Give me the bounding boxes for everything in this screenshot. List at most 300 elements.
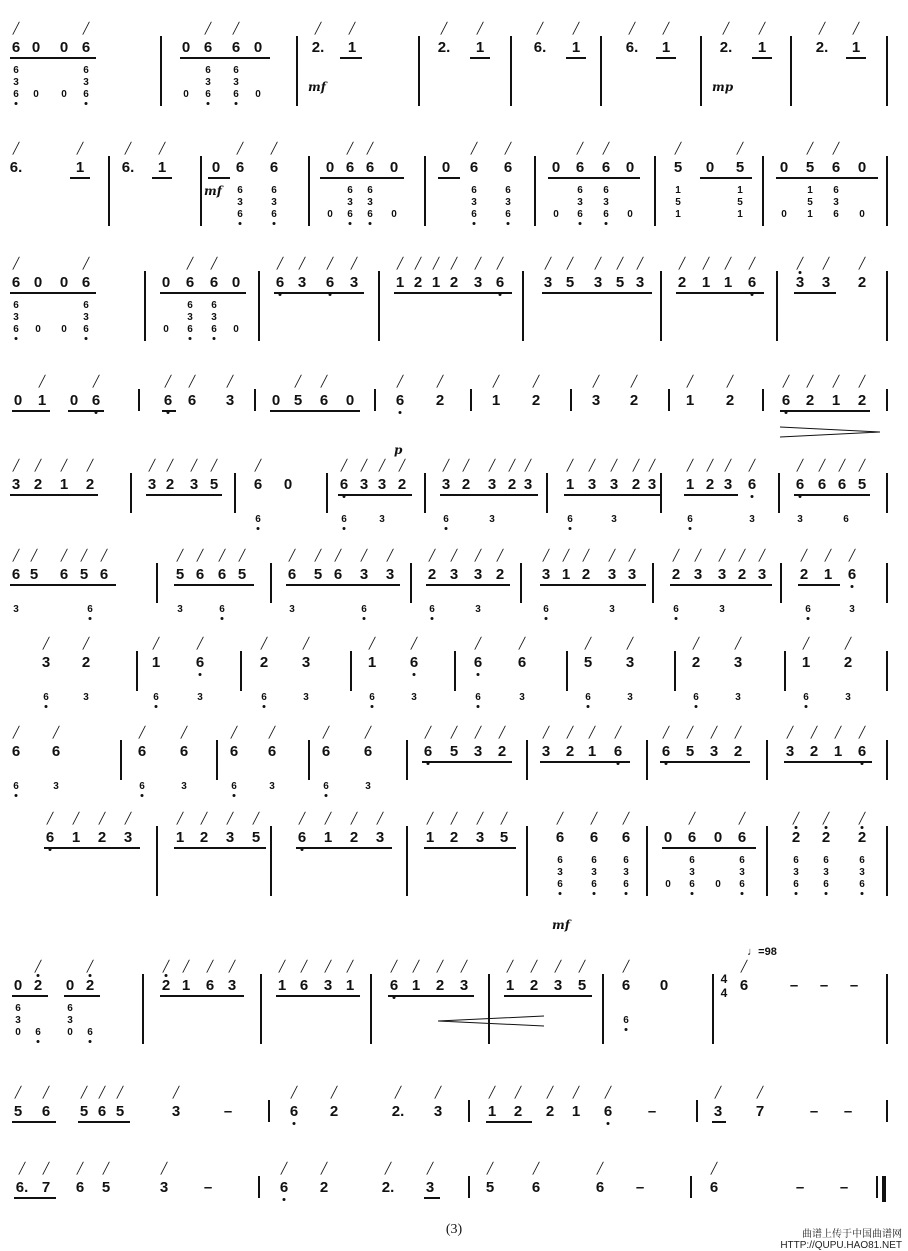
melody-note: 1 bbox=[277, 977, 287, 994]
accompaniment-note: 3 bbox=[793, 867, 799, 878]
bowing-mark: ╱ bbox=[52, 727, 60, 739]
accompaniment-note: 3 bbox=[237, 197, 243, 208]
melody-note: 3 bbox=[821, 274, 831, 291]
melody-note: 3 bbox=[709, 743, 719, 760]
accompaniment-note: 6 bbox=[505, 209, 511, 220]
beam-line bbox=[160, 292, 246, 294]
barline bbox=[108, 156, 110, 226]
accompaniment-note: 3 bbox=[505, 197, 511, 208]
beam-line bbox=[712, 1121, 726, 1123]
accompaniment-note: 6 bbox=[673, 604, 679, 615]
octave-dot-below bbox=[141, 794, 144, 797]
bowing-mark: ╱ bbox=[786, 727, 794, 739]
bowing-mark: ╱ bbox=[806, 143, 814, 155]
melody-note: – bbox=[203, 1179, 213, 1196]
bowing-mark: ╱ bbox=[298, 813, 306, 825]
octave-dot-below bbox=[85, 102, 88, 105]
bowing-mark: ╱ bbox=[206, 961, 214, 973]
barline bbox=[510, 36, 512, 106]
barline bbox=[886, 651, 888, 691]
beam-line bbox=[12, 410, 50, 412]
bowing-mark: ╱ bbox=[714, 1087, 722, 1099]
melody-note: 2 bbox=[545, 1103, 555, 1120]
bowing-mark: ╱ bbox=[260, 638, 268, 650]
melody-note: 0 bbox=[253, 39, 263, 56]
melody-note: 6 bbox=[687, 829, 697, 846]
melody-note: 7 bbox=[755, 1103, 765, 1120]
bowing-mark: ╱ bbox=[832, 143, 840, 155]
bowing-mark: ╱ bbox=[542, 550, 550, 562]
bowing-mark: ╱ bbox=[166, 460, 174, 472]
bowing-mark: ╱ bbox=[18, 1163, 26, 1175]
octave-dot-above bbox=[861, 826, 864, 829]
melody-note: 6 bbox=[837, 476, 847, 493]
barline bbox=[886, 563, 888, 603]
bowing-mark: ╱ bbox=[86, 460, 94, 472]
melody-note: 6 bbox=[235, 159, 245, 176]
bowing-mark: ╱ bbox=[314, 23, 322, 35]
beam-line bbox=[388, 995, 474, 997]
melody-note: – bbox=[809, 1103, 819, 1120]
beam-line bbox=[146, 494, 222, 496]
bowing-mark: ╱ bbox=[186, 258, 194, 270]
bowing-mark: ╱ bbox=[98, 813, 106, 825]
melody-note: 6 bbox=[847, 566, 857, 583]
bowing-mark: ╱ bbox=[608, 550, 616, 562]
bowing-mark: ╱ bbox=[330, 1087, 338, 1099]
accompaniment-note: 6 bbox=[153, 692, 159, 703]
accompaniment-note: 6 bbox=[237, 209, 243, 220]
melody-note: 6 bbox=[195, 566, 205, 583]
melody-note: 3 bbox=[377, 476, 387, 493]
bowing-mark: ╱ bbox=[326, 258, 334, 270]
melody-note: 2 bbox=[857, 392, 867, 409]
melody-note: 0 bbox=[625, 159, 635, 176]
octave-dot-below bbox=[413, 673, 416, 676]
bowing-mark: ╱ bbox=[792, 813, 800, 825]
octave-dot-below bbox=[695, 705, 698, 708]
octave-dot-below bbox=[369, 222, 372, 225]
barline bbox=[240, 651, 242, 691]
barline bbox=[410, 563, 412, 603]
octave-dot-below bbox=[675, 617, 678, 620]
octave-dot-below bbox=[593, 892, 596, 895]
bowing-mark: ╱ bbox=[398, 460, 406, 472]
octave-dot-below bbox=[861, 892, 864, 895]
melody-note: 1 bbox=[685, 476, 695, 493]
accompaniment-note: 6 bbox=[361, 604, 367, 615]
barline bbox=[308, 740, 310, 780]
barline bbox=[652, 563, 654, 603]
bowing-mark: ╱ bbox=[796, 258, 804, 270]
melody-note: 1 bbox=[431, 274, 441, 291]
accompaniment-note: 0 bbox=[255, 89, 261, 100]
melody-note: 1 bbox=[701, 274, 711, 291]
beam-line bbox=[174, 584, 254, 586]
melody-note: 0 bbox=[283, 476, 293, 493]
beam-line bbox=[174, 847, 266, 849]
beam-line bbox=[780, 410, 870, 412]
beam-line bbox=[798, 584, 840, 586]
barline bbox=[296, 36, 298, 106]
beam-line bbox=[784, 761, 872, 763]
accompaniment-note: 6 bbox=[139, 781, 145, 792]
melody-note: 0 bbox=[713, 829, 723, 846]
barline bbox=[270, 563, 272, 603]
bowing-mark: ╱ bbox=[124, 813, 132, 825]
barline bbox=[602, 974, 604, 1044]
melody-note: 6 bbox=[661, 743, 671, 760]
melody-note: 1 bbox=[175, 829, 185, 846]
bowing-mark: ╱ bbox=[572, 23, 580, 35]
octave-dot-below bbox=[607, 1122, 610, 1125]
barline bbox=[886, 974, 888, 1044]
melody-note: 1 bbox=[833, 743, 843, 760]
octave-dot-below bbox=[477, 705, 480, 708]
dynamic-marking: mf bbox=[308, 80, 326, 94]
accompaniment-note: 3 bbox=[181, 781, 187, 792]
bowing-mark: ╱ bbox=[268, 727, 276, 739]
bowing-mark: ╱ bbox=[364, 727, 372, 739]
melody-note: 5 bbox=[13, 1103, 23, 1120]
melody-note: 3 bbox=[473, 274, 483, 291]
bowing-mark: ╱ bbox=[350, 258, 358, 270]
accompaniment-note: 3 bbox=[233, 77, 239, 88]
bowing-mark: ╱ bbox=[518, 638, 526, 650]
bowing-mark: ╱ bbox=[818, 460, 826, 472]
melody-note: 2 bbox=[705, 476, 715, 493]
bowing-mark: ╱ bbox=[190, 460, 198, 472]
melody-note: 6 bbox=[11, 39, 21, 56]
melody-note: 6 bbox=[333, 566, 343, 583]
bowing-mark: ╱ bbox=[602, 143, 610, 155]
barline bbox=[488, 974, 490, 1044]
accompaniment-note: 0 bbox=[327, 209, 333, 220]
melody-note: 0 bbox=[659, 977, 669, 994]
melody-note: 3 bbox=[625, 654, 635, 671]
bowing-mark: ╱ bbox=[210, 258, 218, 270]
bowing-mark: ╱ bbox=[858, 813, 866, 825]
octave-dot-below bbox=[741, 892, 744, 895]
melody-note: 6 bbox=[217, 566, 227, 583]
watermark-line-2: HTTP://QUPU.HAO81.NET bbox=[780, 1240, 902, 1251]
accompaniment-note: 6 bbox=[805, 604, 811, 615]
melody-note: 5 bbox=[583, 654, 593, 671]
bowing-mark: ╱ bbox=[474, 258, 482, 270]
accompaniment-note: 3 bbox=[475, 604, 481, 615]
accompaniment-note: 6 bbox=[823, 879, 829, 890]
melody-note: 1 bbox=[475, 39, 485, 56]
melody-note: 6 bbox=[185, 274, 195, 291]
bowing-mark: ╱ bbox=[200, 813, 208, 825]
barline bbox=[254, 389, 256, 411]
bowing-mark: ╱ bbox=[12, 23, 20, 35]
accompaniment-note: 3 bbox=[269, 781, 275, 792]
melody-note: 3 bbox=[441, 476, 451, 493]
melody-note: 6 bbox=[275, 274, 285, 291]
beam-line bbox=[422, 761, 512, 763]
melody-note: 2. bbox=[437, 39, 451, 56]
accompaniment-note: 3 bbox=[623, 867, 629, 878]
melody-note: 2. bbox=[311, 39, 325, 56]
beam-line bbox=[656, 57, 676, 59]
octave-dot-below bbox=[805, 705, 808, 708]
melody-note: 5 bbox=[735, 159, 745, 176]
accompaniment-note: 0 bbox=[67, 1027, 73, 1038]
melody-note: 3 bbox=[543, 274, 553, 291]
accompaniment-note: 3 bbox=[797, 514, 803, 525]
accompaniment-note: 6 bbox=[205, 89, 211, 100]
barline bbox=[258, 1176, 260, 1198]
bowing-mark: ╱ bbox=[546, 1087, 554, 1099]
melody-note: 2 bbox=[81, 654, 91, 671]
accompaniment-note: 6 bbox=[623, 855, 629, 866]
accompaniment-note: 6 bbox=[471, 209, 477, 220]
bowing-mark: ╱ bbox=[228, 961, 236, 973]
bowing-mark: ╱ bbox=[152, 638, 160, 650]
melody-note: 0 bbox=[181, 39, 191, 56]
melody-note: – bbox=[795, 1179, 805, 1196]
melody-note: 6 bbox=[137, 743, 147, 760]
melody-note: 1 bbox=[823, 566, 833, 583]
bowing-mark: ╱ bbox=[366, 143, 374, 155]
melody-note: 5 bbox=[209, 476, 219, 493]
beam-line bbox=[540, 584, 646, 586]
melody-note: 6 bbox=[91, 392, 101, 409]
octave-dot-below bbox=[273, 222, 276, 225]
melody-note: 0 bbox=[13, 977, 23, 994]
dynamic-marking: mf bbox=[204, 184, 222, 198]
bowing-mark: ╱ bbox=[42, 1163, 50, 1175]
barline bbox=[470, 389, 472, 411]
octave-dot-below bbox=[605, 222, 608, 225]
bowing-mark: ╱ bbox=[622, 813, 630, 825]
melody-note: 2 bbox=[629, 392, 639, 409]
melody-note: 3 bbox=[473, 743, 483, 760]
accompaniment-note: 0 bbox=[183, 89, 189, 100]
bowing-mark: ╱ bbox=[796, 460, 804, 472]
bowing-mark: ╱ bbox=[530, 961, 538, 973]
barline bbox=[200, 156, 202, 226]
tempo-marking: ♩=98 bbox=[747, 946, 777, 958]
bowing-mark: ╱ bbox=[622, 961, 630, 973]
melody-note: 6 bbox=[495, 274, 505, 291]
octave-dot-below bbox=[189, 337, 192, 340]
melody-note: 3 bbox=[375, 829, 385, 846]
accompaniment-note: 6 bbox=[843, 514, 849, 525]
bowing-mark: ╱ bbox=[346, 143, 354, 155]
bowing-mark: ╱ bbox=[158, 143, 166, 155]
accompaniment-note: 6 bbox=[35, 1027, 41, 1038]
bowing-mark: ╱ bbox=[610, 460, 618, 472]
melody-note: 2 bbox=[435, 977, 445, 994]
beam-line bbox=[752, 57, 772, 59]
barline bbox=[130, 473, 132, 513]
melody-note: 3 bbox=[475, 829, 485, 846]
octave-dot-below bbox=[399, 411, 402, 414]
accompaniment-note: 3 bbox=[271, 197, 277, 208]
bowing-mark: ╱ bbox=[30, 550, 38, 562]
barline bbox=[646, 826, 648, 896]
melody-note: 6 bbox=[45, 829, 55, 846]
beam-line bbox=[794, 292, 836, 294]
beam-line bbox=[274, 292, 364, 294]
accompaniment-note: 3 bbox=[379, 514, 385, 525]
bowing-mark: ╱ bbox=[706, 460, 714, 472]
bowing-mark: ╱ bbox=[164, 376, 172, 388]
beam-line bbox=[10, 57, 96, 59]
melody-note: – bbox=[839, 1179, 849, 1196]
accompaniment-note: 5 bbox=[675, 197, 681, 208]
bowing-mark: ╱ bbox=[758, 23, 766, 35]
accompaniment-note: 3 bbox=[739, 867, 745, 878]
melody-note: 3 bbox=[227, 977, 237, 994]
barline bbox=[690, 1176, 692, 1198]
bowing-mark: ╱ bbox=[38, 376, 46, 388]
melody-note: 1 bbox=[487, 1103, 497, 1120]
melody-note: 3 bbox=[171, 1103, 181, 1120]
melody-note: 1 bbox=[491, 392, 501, 409]
accompaniment-note: 6 bbox=[43, 692, 49, 703]
bowing-mark: ╱ bbox=[588, 727, 596, 739]
melody-note: 6 bbox=[205, 977, 215, 994]
bowing-mark: ╱ bbox=[710, 727, 718, 739]
bowing-mark: ╱ bbox=[360, 550, 368, 562]
accompaniment-note: 6 bbox=[13, 89, 19, 100]
bowing-mark: ╱ bbox=[230, 727, 238, 739]
bowing-mark: ╱ bbox=[278, 961, 286, 973]
bowing-mark: ╱ bbox=[76, 1163, 84, 1175]
barline bbox=[260, 974, 262, 1044]
melody-note: 6 bbox=[473, 654, 483, 671]
bowing-mark: ╱ bbox=[592, 376, 600, 388]
barline bbox=[766, 740, 768, 780]
bowing-mark: ╱ bbox=[34, 961, 42, 973]
melody-note: 3 bbox=[41, 654, 51, 671]
beam-line bbox=[504, 995, 592, 997]
accompaniment-note: 0 bbox=[61, 89, 67, 100]
accompaniment-note: 0 bbox=[715, 879, 721, 890]
barline bbox=[308, 156, 310, 226]
bowing-mark: ╱ bbox=[276, 258, 284, 270]
bowing-mark: ╱ bbox=[12, 460, 20, 472]
beam-line bbox=[180, 57, 270, 59]
melody-note: 6 bbox=[831, 159, 841, 176]
melody-note: 6 bbox=[621, 977, 631, 994]
beam-line bbox=[12, 1121, 56, 1123]
melody-note: 6. bbox=[533, 39, 547, 56]
barline bbox=[526, 826, 528, 896]
bowing-mark: ╱ bbox=[632, 460, 640, 472]
melody-note: 1 bbox=[59, 476, 69, 493]
bowing-mark: ╱ bbox=[718, 550, 726, 562]
melody-note: 2 bbox=[461, 476, 471, 493]
melody-note: 6 bbox=[11, 274, 21, 291]
accompaniment-note: 6 bbox=[211, 324, 217, 335]
accompaniment-note: 6 bbox=[323, 781, 329, 792]
melody-note: 2 bbox=[529, 977, 539, 994]
bowing-mark: ╱ bbox=[270, 143, 278, 155]
bowing-mark: ╱ bbox=[852, 23, 860, 35]
melody-note: 5 bbox=[101, 1179, 111, 1196]
melody-note: 1 bbox=[571, 1103, 581, 1120]
bowing-mark: ╱ bbox=[394, 1087, 402, 1099]
melody-note: 6 bbox=[319, 392, 329, 409]
accompaniment-note: 6 bbox=[591, 855, 597, 866]
octave-dot-below bbox=[89, 1040, 92, 1043]
accompaniment-note: 3 bbox=[177, 604, 183, 615]
bowing-mark: ╱ bbox=[226, 813, 234, 825]
melody-note: 2 bbox=[85, 977, 95, 994]
bowing-mark: ╱ bbox=[350, 813, 358, 825]
melody-note: 2 bbox=[581, 566, 591, 583]
melody-note: 6 bbox=[75, 1179, 85, 1196]
bowing-mark: ╱ bbox=[348, 23, 356, 35]
melody-note: 6 bbox=[81, 274, 91, 291]
octave-dot-below bbox=[579, 222, 582, 225]
accompaniment-note: 3 bbox=[411, 692, 417, 703]
octave-dot-below bbox=[807, 617, 810, 620]
accompaniment-note: 0 bbox=[859, 209, 865, 220]
melody-note: 1 bbox=[345, 977, 355, 994]
bowing-mark: ╱ bbox=[434, 1087, 442, 1099]
melody-note: 6 bbox=[179, 743, 189, 760]
accompaniment-note: 3 bbox=[557, 867, 563, 878]
octave-dot-below bbox=[569, 527, 572, 530]
accompaniment-note: 3 bbox=[735, 692, 741, 703]
bowing-mark: ╱ bbox=[858, 460, 866, 472]
melody-note: 3 bbox=[587, 476, 597, 493]
bowing-mark: ╱ bbox=[188, 376, 196, 388]
bowing-mark: ╱ bbox=[46, 813, 54, 825]
melody-note: 1 bbox=[347, 39, 357, 56]
melody-note: 0 bbox=[161, 274, 171, 291]
beam-line bbox=[320, 177, 404, 179]
octave-dot-above bbox=[37, 974, 40, 977]
accompaniment-note: 6 bbox=[367, 209, 373, 220]
accompaniment-note: 3 bbox=[859, 867, 865, 878]
melody-note: 6 bbox=[365, 159, 375, 176]
melody-note: 3 bbox=[635, 274, 645, 291]
bowing-mark: ╱ bbox=[320, 376, 328, 388]
barline bbox=[886, 271, 888, 341]
octave-dot-above bbox=[825, 826, 828, 829]
bowing-mark: ╱ bbox=[724, 258, 732, 270]
accompaniment-note: 6 bbox=[83, 324, 89, 335]
octave-dot-below bbox=[431, 617, 434, 620]
bowing-mark: ╱ bbox=[724, 460, 732, 472]
bowing-mark: ╱ bbox=[82, 638, 90, 650]
melody-note: 6 bbox=[51, 743, 61, 760]
melody-note: 3 bbox=[487, 476, 497, 493]
bowing-mark: ╱ bbox=[160, 1163, 168, 1175]
accompaniment-note: 6 bbox=[793, 879, 799, 890]
bowing-mark: ╱ bbox=[12, 143, 20, 155]
melody-note: 2 bbox=[737, 566, 747, 583]
melody-note: 1 bbox=[75, 159, 85, 176]
melody-note: 2 bbox=[397, 476, 407, 493]
accompaniment-note: 1 bbox=[807, 185, 813, 196]
bowing-mark: ╱ bbox=[314, 550, 322, 562]
accompaniment-note: 3 bbox=[289, 604, 295, 615]
bowing-mark: ╱ bbox=[476, 813, 484, 825]
bowing-mark: ╱ bbox=[102, 1163, 110, 1175]
bowing-mark: ╱ bbox=[390, 961, 398, 973]
melody-note: 2 bbox=[799, 566, 809, 583]
melody-note: 0 bbox=[345, 392, 355, 409]
melody-note: 2 bbox=[495, 566, 505, 583]
melody-note: 3 bbox=[523, 476, 533, 493]
